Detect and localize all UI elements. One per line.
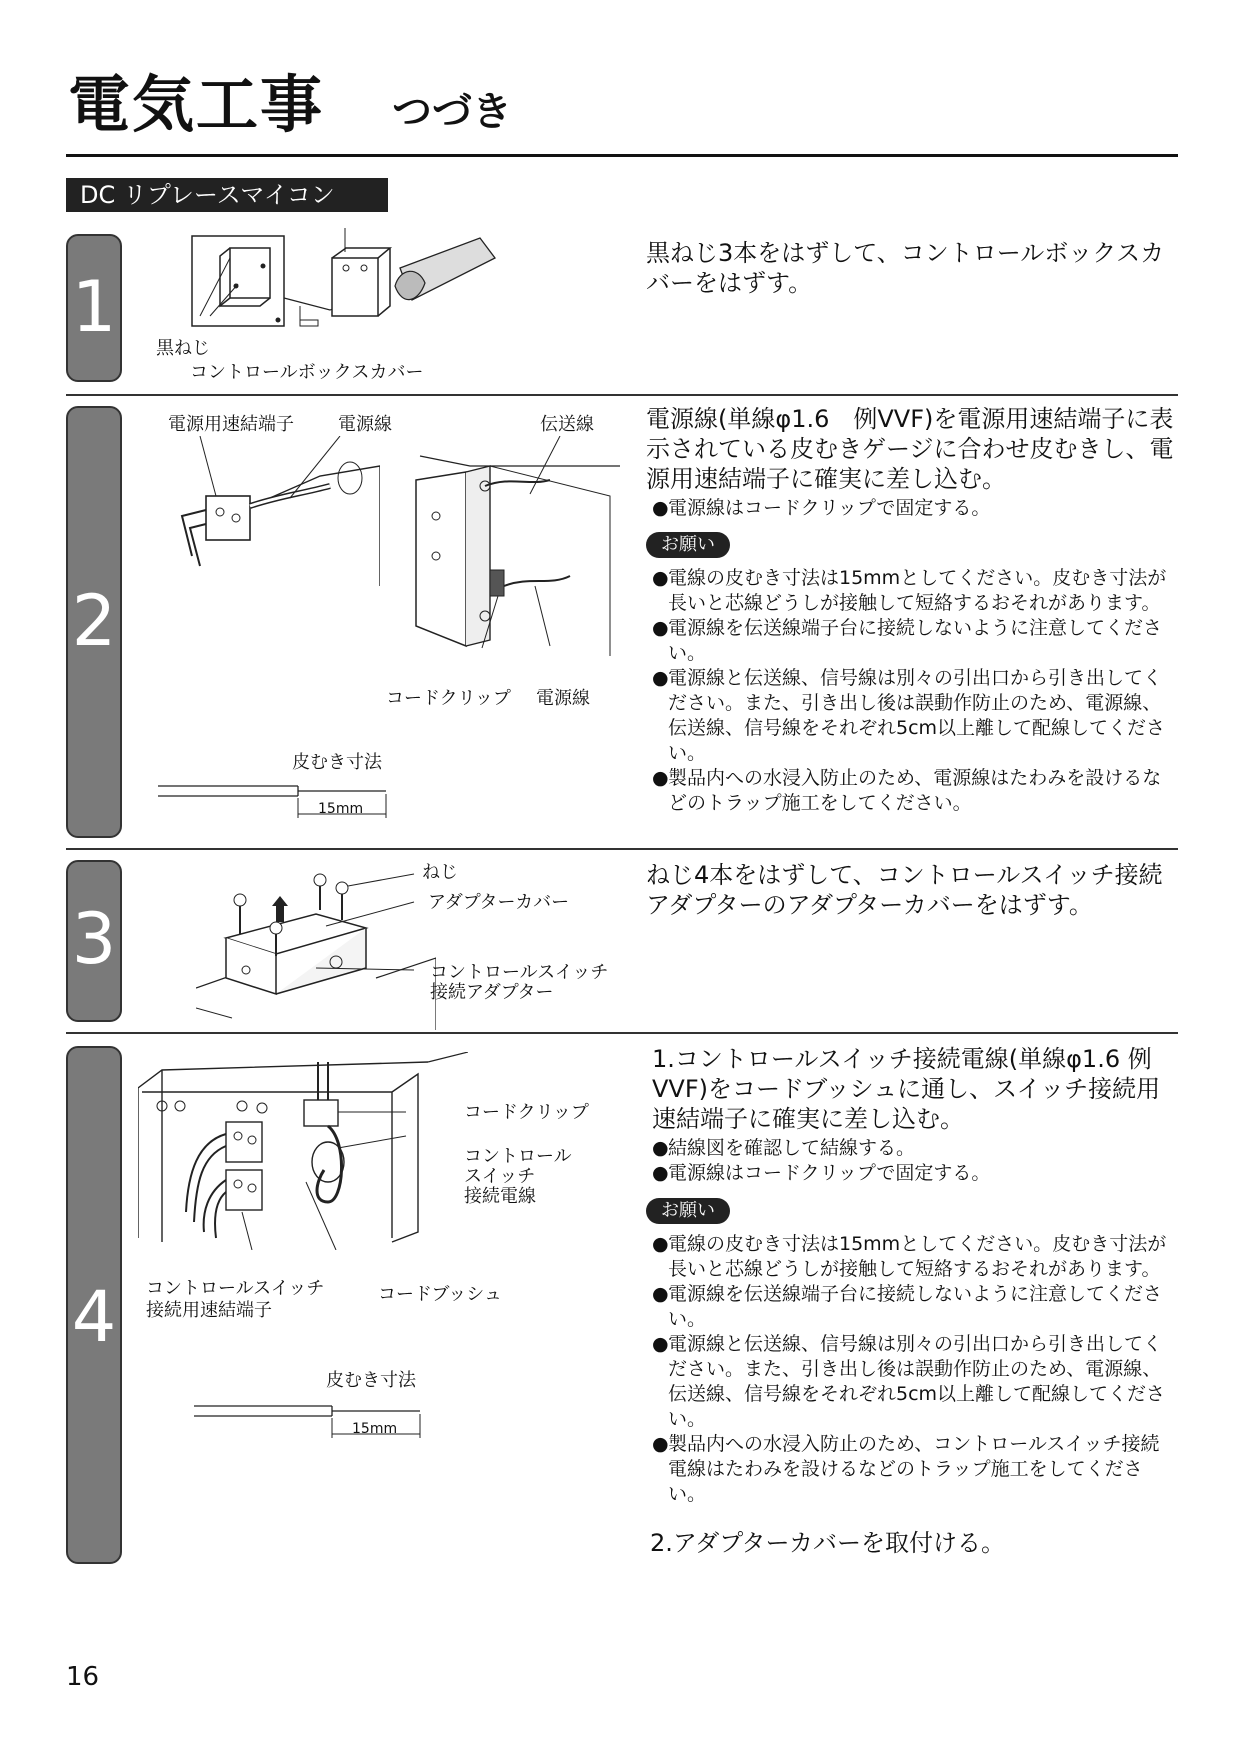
label-terminal-line1: コントロールスイッチ [146, 1278, 325, 1299]
label-control-box-cover: コントロールボックスカバー [190, 362, 424, 383]
step-4-bullets [652, 1136, 1178, 1186]
step-2-terminal-illustration [170, 436, 380, 586]
step-4-illustration [138, 1052, 468, 1250]
list-item: ● 電源線と伝送線、信号線は別々の引出口から引き出してください。また、引き出し後は誤動作防止のため、電源線、伝送線、信号線をそれぞれ5cm以上離して配線してください。 [652, 667, 1166, 764]
label-power-wire: 電源線 [338, 414, 392, 435]
list-item: ● 製品内への水浸入防止のため、電源線はたわみを設けるなどのトラップ施工をしてください。 [652, 767, 1162, 814]
label-adapter-line1: コントロールスイッチ [430, 962, 609, 983]
step-2-notes [652, 566, 1178, 816]
list-item: ● 電源線と伝送線、信号線は別々の引出口から引き出してください。また、引き出し後は誤動作防止のため、電源線、伝送線、信号線をそれぞれ5cm以上離して配線してください。 [652, 1333, 1166, 1430]
label-terminal-line2: 接続用速結端子 [146, 1300, 272, 1321]
step-3-illustration [196, 858, 436, 1030]
label-power-wire-2: 電源線 [536, 688, 590, 709]
label-wire-line2: スイッチ [464, 1166, 536, 1187]
section-tag: DC リプレースマイコン [66, 178, 388, 212]
step-divider [66, 1032, 1178, 1034]
step-3-heading: ねじ4本をはずして、コントロールスイッチ接続アダプターのアダプターカバーをはずす。 [646, 861, 1163, 919]
label-power-terminal: 電源用速結端子 [168, 414, 294, 435]
step-1-heading: 黒ねじ3本をはずして、コントロールボックスカバーをはずす。 [646, 239, 1165, 297]
step-divider [66, 394, 1178, 396]
step-2-bullets [652, 496, 1178, 521]
label-wire-line1: コントロール [464, 1146, 572, 1167]
step-divider [66, 848, 1178, 850]
list-item: ● 製品内への水浸入防止のため、コントロールスイッチ接続電線はたわみを設けるなどのトラップ施工をしてください。 [652, 1433, 1160, 1505]
step-3-number: 3 [71, 898, 117, 980]
list-item: ● 結線図を確認して結線する。 [652, 1137, 916, 1159]
onegai-badge-4: お願い [646, 1198, 730, 1224]
title-divider [66, 154, 1178, 157]
step-1-illustration [150, 228, 510, 384]
label-strip-length: 皮むき寸法 [292, 752, 382, 773]
step-4-number: 4 [71, 1276, 117, 1358]
page-title: 電気工事 [68, 68, 325, 141]
page-subtitle: つづき [392, 89, 512, 135]
step-4-heading-2: 2.アダプターカバーを取付ける。 [650, 1529, 1006, 1557]
dimension-15mm: 15mm [318, 801, 364, 817]
label-adapter-cover: アダプターカバー [428, 892, 570, 913]
step-2-number: 2 [71, 580, 117, 662]
label-wire-line3: 接続電線 [464, 1186, 536, 1207]
page-number: 16 [66, 1662, 100, 1692]
step-2-heading: 電源線(単線φ1.6 例VVF)を電源用速結端子に表示されている皮むきゲージに合わせ皮むきし、電源用速結端子に確実に差し込む。 [646, 405, 1174, 493]
list-item: ● 電線の皮むき寸法は15mmとしてください。皮むき寸法が長いと芯線どうしが接触して短絡するおそれがあります。 [652, 1233, 1167, 1280]
list-item: ● 電源線はコードクリップで固定する。 [652, 1162, 991, 1184]
label-cord-clip-4: コードクリップ [464, 1102, 589, 1123]
label-cord-bushing: コードブッシュ [378, 1284, 502, 1305]
onegai-badge: お願い [646, 532, 730, 558]
dimension-15mm-4: 15mm [352, 1421, 398, 1437]
list-item: ● 電源線を伝送線端子台に接続しないように注意してください。 [652, 1283, 1163, 1330]
step-4-notes [652, 1232, 1178, 1507]
label-strip-length-4: 皮むき寸法 [326, 1370, 416, 1391]
label-screw: ねじ [422, 862, 458, 883]
list-item: ● 電源線を伝送線端子台に接続しないように注意してください。 [652, 617, 1163, 664]
list-item: ● 電線の皮むき寸法は15mmとしてください。皮むき寸法が長いと芯線どうしが接触して短絡するおそれがあります。 [652, 567, 1167, 614]
label-cord-clip: コードクリップ [386, 688, 511, 709]
step-1-number: 1 [71, 266, 117, 348]
label-signal-wire: 伝送線 [540, 414, 594, 435]
label-black-screw: 黒ねじ [156, 338, 210, 359]
step-4-heading-1: 1.コントロールスイッチ接続電線(単線φ1.6 例VVF)をコードブッシュに通し、スイッチ接続用速結端子に確実に差し込む。 [652, 1045, 1161, 1133]
list-item: ● 電源線はコードクリップで固定する。 [652, 497, 991, 519]
label-adapter-line2: 接続アダプター [430, 982, 554, 1003]
strip-length-diagram-4 [194, 1394, 434, 1442]
step-2-box-illustration [410, 436, 620, 656]
